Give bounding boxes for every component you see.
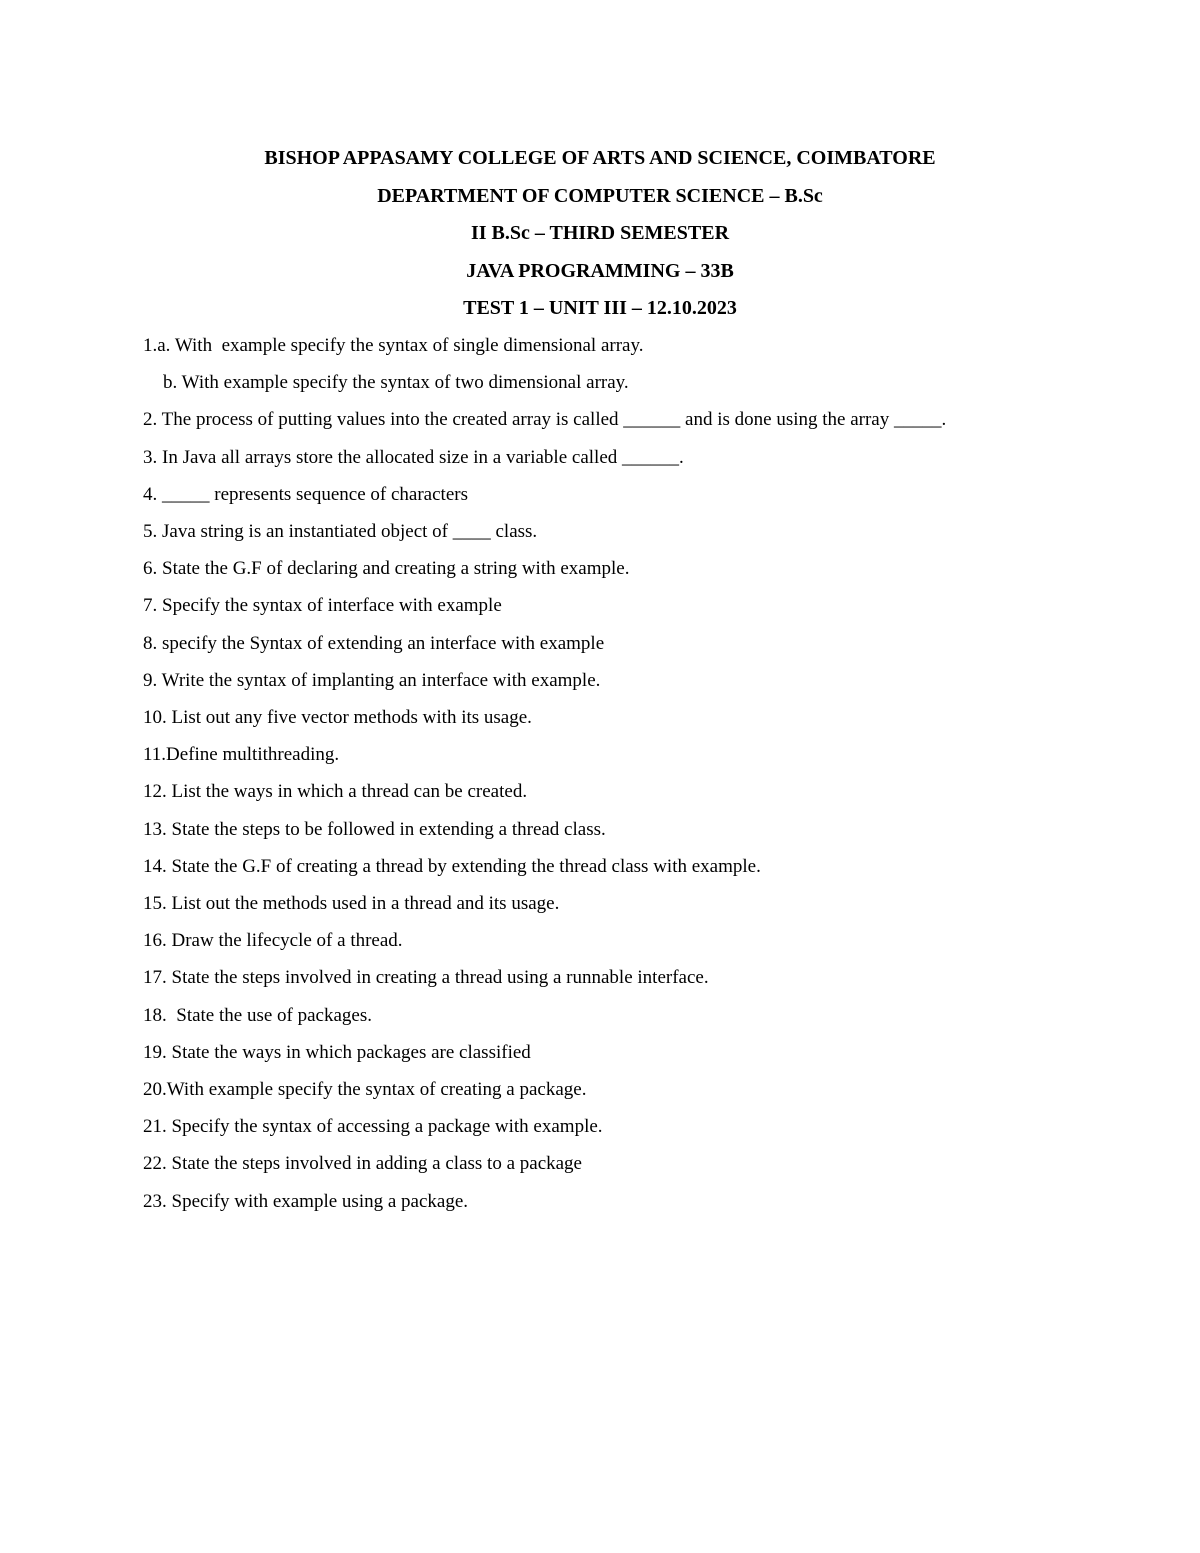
question-item: 15. List out the methods used in a thread and its usage. bbox=[143, 893, 560, 915]
question-item: 8. specify the Syntax of extending an interface with example bbox=[143, 632, 605, 654]
question-item: 9. Write the syntax of implanting an interface with example. bbox=[143, 669, 601, 691]
question-item: 20.With example specify the syntax of creating a package. bbox=[143, 1079, 587, 1101]
question-item: 19. State the ways in which packages are classified bbox=[143, 1041, 531, 1063]
semester-label: II B.Sc – THIRD SEMESTER bbox=[470, 222, 730, 244]
question-item: 23. Specify with example using a package. bbox=[143, 1190, 469, 1212]
question-item: 5. Java string is an instantiated object of ____ class. bbox=[143, 521, 538, 543]
question-item: 3. In Java all arrays store the allocated size in a variable called ______. bbox=[143, 446, 684, 468]
college-name: BISHOP APPASAMY COLLEGE OF ARTS AND SCIENCE, COIMBATORE bbox=[264, 147, 936, 169]
question-item: 14. State the G.F of creating a thread by extending the thread class with example. bbox=[143, 855, 761, 877]
question-list bbox=[143, 327, 1183, 1220]
question-item: 10. List out any five vector methods with its usage. bbox=[143, 707, 532, 729]
question-item: b. With example specify the syntax of two dimensional array. bbox=[163, 372, 629, 394]
question-item: 1.a. With example specify the syntax of single dimensional array. bbox=[143, 335, 644, 356]
department-name: DEPARTMENT OF COMPUTER SCIENCE – B.Sc bbox=[377, 184, 823, 207]
question-item: 2. The process of putting values into the created array is called ______ and is done using the array _____. bbox=[143, 409, 947, 431]
question-item: 11.Define multithreading. bbox=[143, 744, 340, 766]
question-item: 22. State the steps involved in adding a class to a package bbox=[143, 1153, 582, 1175]
question-item: 13. State the steps to be followed in extending a thread class. bbox=[143, 818, 606, 840]
question-item: 4. _____ represents sequence of characters bbox=[143, 483, 468, 505]
course-title: JAVA PROGRAMMING – 33B bbox=[466, 259, 734, 282]
question-item: 21. Specify the syntax of accessing a package with example. bbox=[143, 1116, 603, 1138]
document-header bbox=[0, 140, 1200, 328]
question-item: 17. State the steps involved in creating a thread using a runnable interface. bbox=[143, 967, 709, 989]
question-item: 16. Draw the lifecycle of a thread. bbox=[143, 930, 403, 952]
question-item: 7. Specify the syntax of interface with example bbox=[143, 595, 502, 617]
question-item: 18. State the use of packages. bbox=[143, 1004, 372, 1026]
question-item: 6. State the G.F of declaring and creating a string with example. bbox=[143, 558, 630, 580]
test-title: TEST 1 – UNIT III – 12.10.2023 bbox=[463, 297, 737, 319]
question-item: 12. List the ways in which a thread can be created. bbox=[143, 781, 528, 803]
